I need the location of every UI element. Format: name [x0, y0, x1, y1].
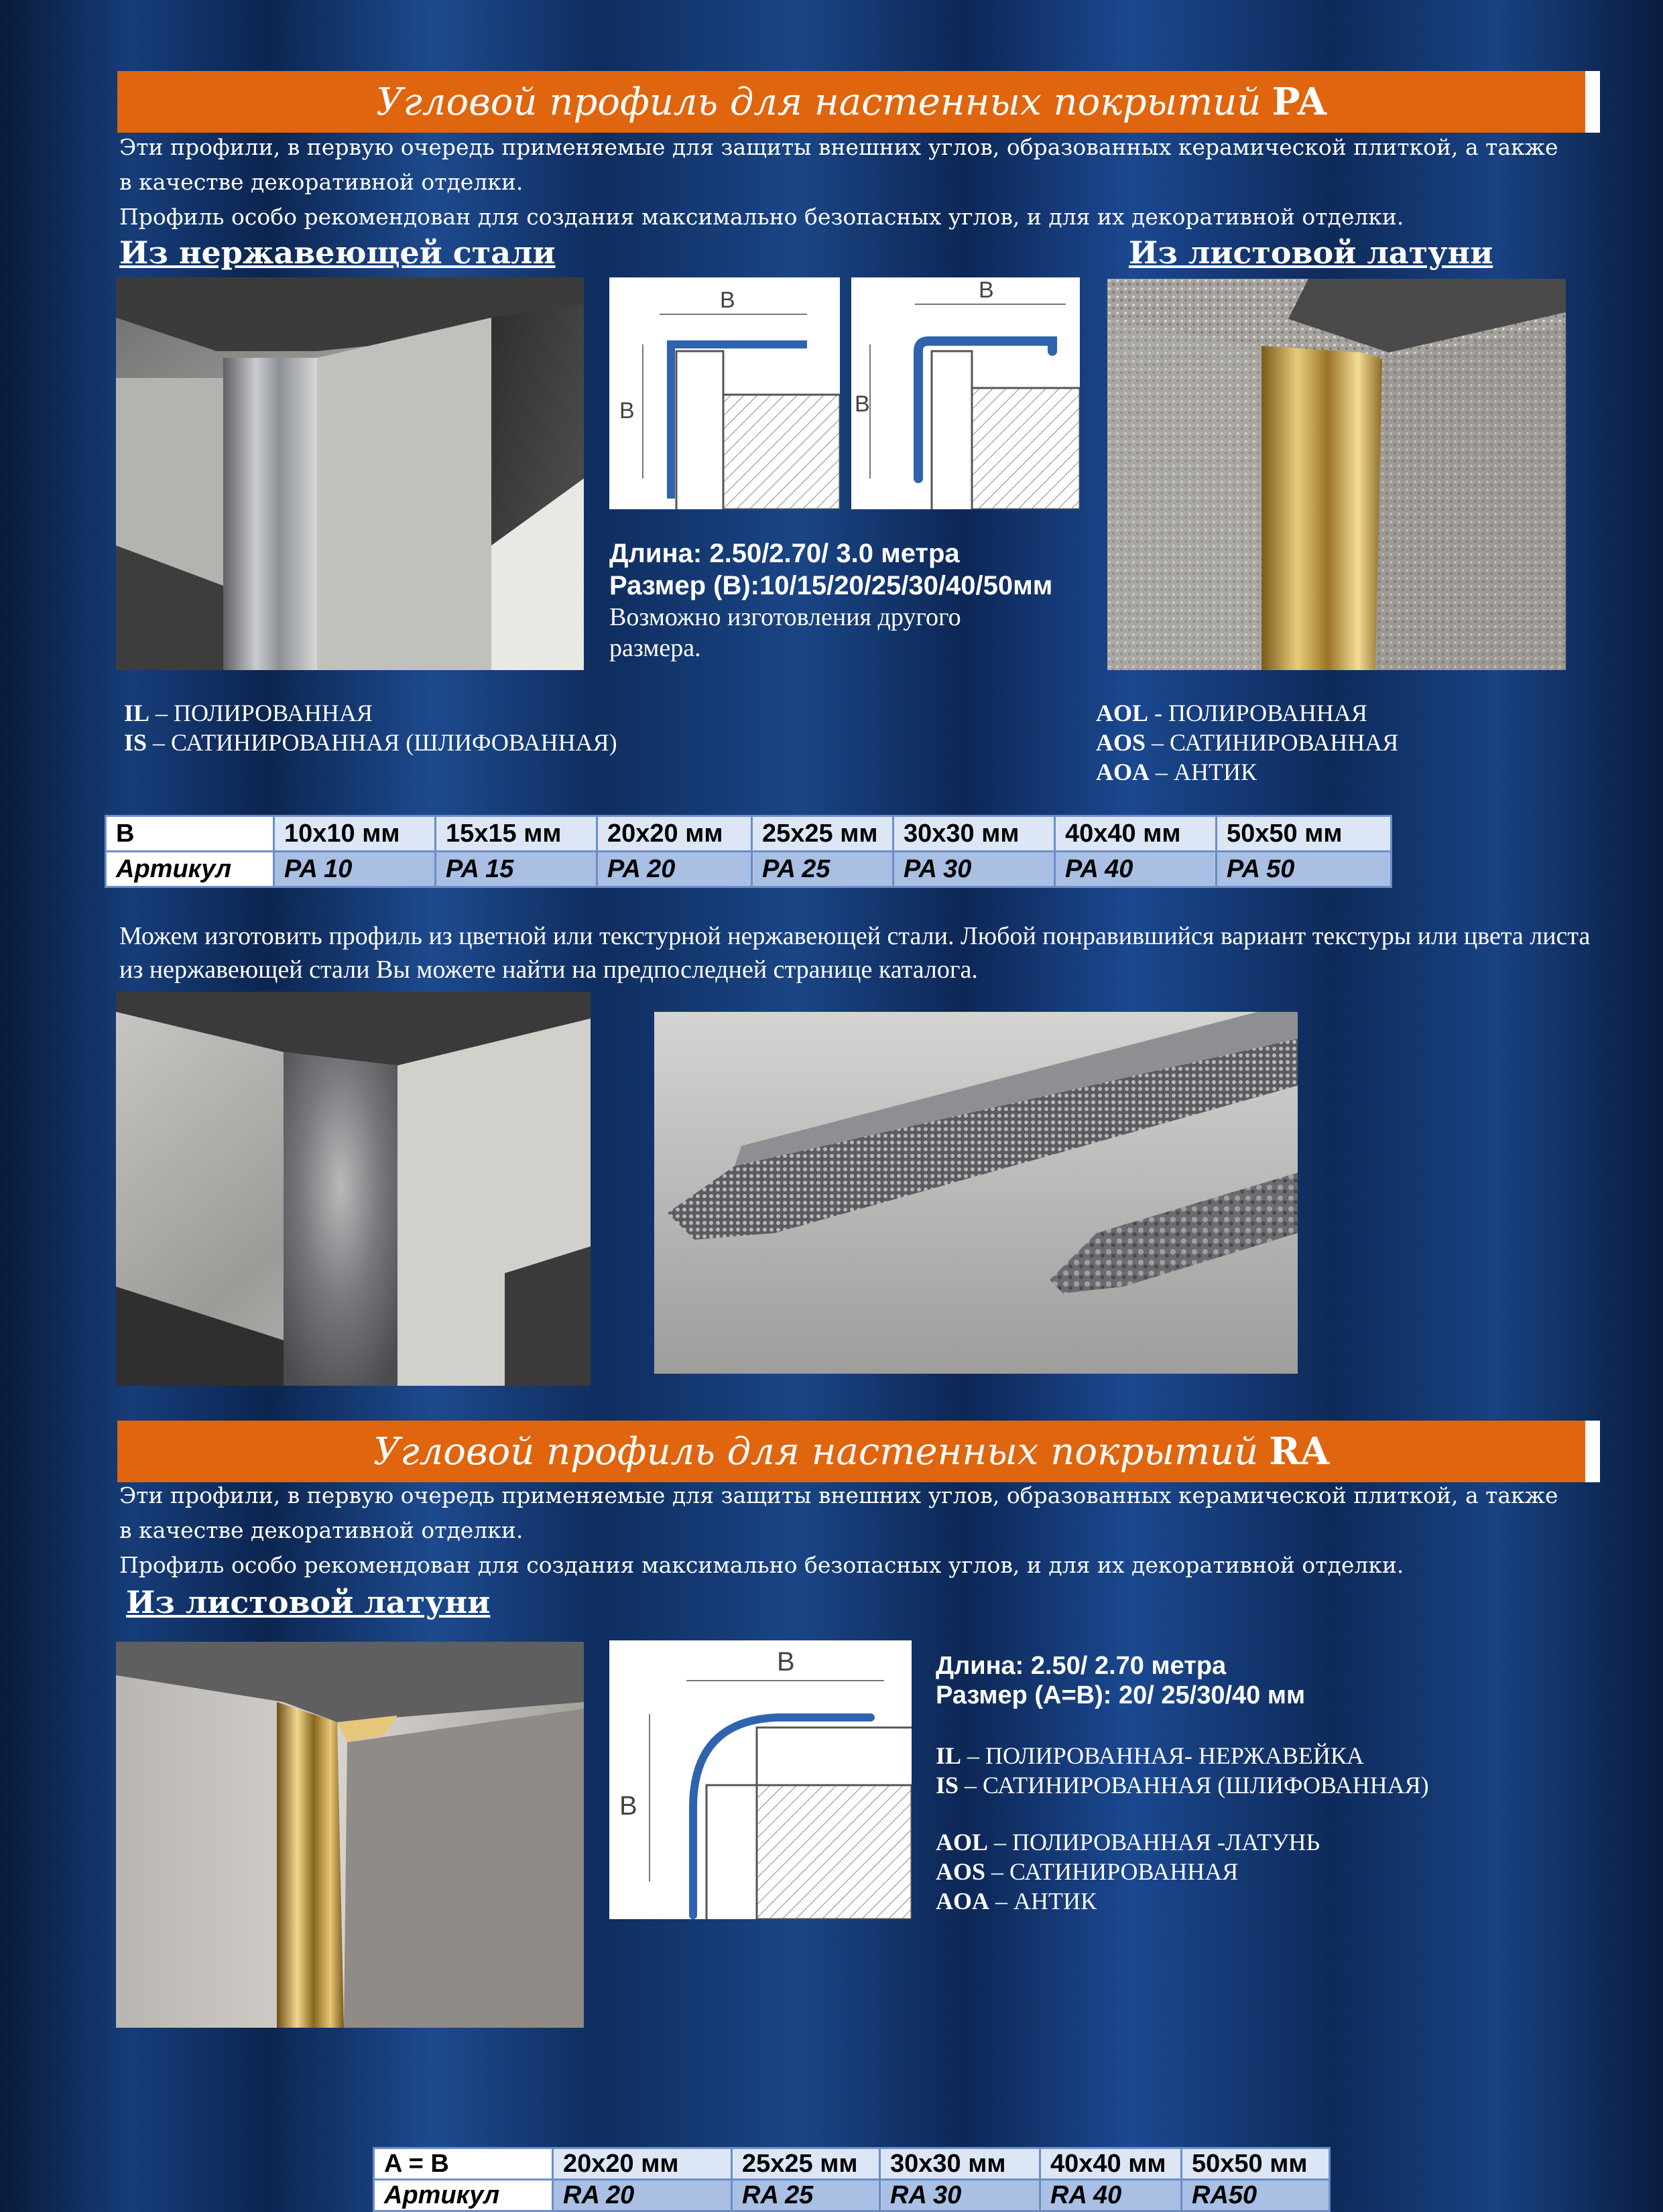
- pa-brass-finish-item: AOA – АНТИК: [1096, 759, 1257, 785]
- pa-diagram-2-label-side: B: [855, 391, 870, 417]
- pa-spec-length: Длина: 2.50/2.70/ 3.0 метра: [609, 539, 960, 568]
- ra-brass-corner-photo: [116, 1642, 584, 2028]
- pa-diagram-1-label-side: B: [619, 398, 635, 424]
- pa-table-size: 40x40 мм: [1055, 816, 1217, 852]
- textured-profiles-photo: [654, 1012, 1298, 1374]
- ra-brass-heading: Из листовой латуни: [126, 1584, 491, 1620]
- pa-table-article: PA 15: [436, 852, 597, 887]
- ra-profile-diagram: [609, 1640, 912, 1919]
- pa-specs: [609, 537, 1119, 663]
- ra-finish-item: AOA – АНТИК: [936, 1888, 1097, 1914]
- ra-table-article: RA 25: [732, 2180, 880, 2211]
- pa-texture-note: Можем изготовить профиль из цветной или текстурной нержавеющей стали. Любой понравившийся вариант текстуры или цвета листа из нержавеющей стали Вы можете найти на предпоследней странице каталога.: [119, 922, 1591, 984]
- ra-finish-item: AOL – ПОЛИРОВАННАЯ -ЛАТУНЬ: [936, 1829, 1320, 1856]
- pa-brass-finish-item: AOS – САТИНИРОВАННАЯ: [1096, 729, 1399, 756]
- ra-table-article: RA50: [1182, 2180, 1330, 2211]
- ra-table-size: 40x40 мм: [1040, 2148, 1182, 2180]
- pa-table-article: PA 30: [894, 852, 1055, 887]
- pa-table-size: 25x25 мм: [752, 816, 894, 852]
- ra-intro-line2: Профиль особо рекомендован для создания максимально безопасных углов, и для их декоративной отделки.: [119, 1552, 1404, 1578]
- ra-table-article: RA 40: [1040, 2180, 1182, 2211]
- pa-table-article: PA 50: [1217, 852, 1392, 887]
- ra-finish-item: IS – САТИНИРОВАННАЯ (ШЛИФОВАННАЯ): [936, 1772, 1429, 1799]
- ra-intro-line1: Эти профили, в первую очередь применяемые для защиты внешних углов, образованных керамической плиткой, а также в качестве декоративной отделки.: [119, 1482, 1558, 1543]
- ra-table-size: 20x20 мм: [553, 2148, 732, 2180]
- pa-title-banner: [117, 71, 1600, 133]
- ra-spec-length: Длина: 2.50/ 2.70 метра: [936, 1652, 1227, 1680]
- pa-spec-size: Размер (B):10/15/20/25/30/40/50мм: [609, 571, 1053, 600]
- ra-title-banner: [117, 1421, 1600, 1482]
- pa-diagram-2-label-top: B: [979, 277, 994, 303]
- pa-brass-finish-item: AOL - ПОЛИРОВАННАЯ: [1096, 700, 1367, 726]
- ra-title: Угловой профиль для настенных покрытий: [373, 1429, 1259, 1474]
- ra-finishes-steel: [936, 1741, 1429, 1800]
- pa-table-size: 50x50 мм: [1217, 816, 1392, 852]
- pa-intro-line1: Эти профили, в первую очередь применяемые для защиты внешних углов, образованных керамической плиткой, а также в качестве декоративной отделки.: [119, 134, 1558, 195]
- ra-intro: [119, 1478, 1574, 1583]
- pa-intro: [119, 130, 1574, 235]
- pa-code: PA: [1272, 80, 1327, 124]
- pa-diagram-1-label-top: B: [720, 287, 735, 313]
- pa-table-article: PA 20: [597, 852, 752, 887]
- ra-code: RA: [1269, 1429, 1330, 1474]
- pa-intro-line2: Профиль особо рекомендован для создания максимально безопасных углов, и для их декоративной отделки.: [119, 204, 1404, 230]
- pa-size-table: [105, 815, 1392, 888]
- ra-size-table: [373, 2147, 1331, 2212]
- ra-finishes-brass: [936, 1827, 1320, 1916]
- ra-table-size: 50x50 мм: [1182, 2148, 1330, 2180]
- steel-corner-photo: [116, 277, 584, 670]
- pa-table-size: 20x20 мм: [597, 816, 752, 852]
- ra-table-article: RA 30: [880, 2180, 1040, 2211]
- pa-spec-other: Возможно изготовления другого размера.: [609, 603, 961, 662]
- ra-table-article: RA 20: [553, 2180, 732, 2211]
- pa-steel-finishes: [124, 698, 617, 757]
- pa-table-size: 10x10 мм: [274, 816, 436, 852]
- ra-finish-item: IL – ПОЛИРОВАННАЯ- НЕРЖАВЕЙКА: [936, 1742, 1364, 1769]
- pa-table-article: PA 25: [752, 852, 894, 887]
- ra-specs: [936, 1651, 1593, 1710]
- ra-diagram-label-side: B: [619, 1791, 637, 1821]
- pa-table-size: 30x30 мм: [894, 816, 1055, 852]
- pa-brass-finishes: [1096, 698, 1398, 787]
- pa-steel-finish-item: IS – САТИНИРОВАННАЯ (ШЛИФОВАННАЯ): [124, 729, 617, 756]
- pa-table-header-article: Артикул: [106, 852, 274, 887]
- ra-finish-item: AOS – САТИНИРОВАННАЯ: [936, 1858, 1239, 1885]
- ra-table-header-article: Артикул: [374, 2180, 553, 2211]
- pa-table-article: PA 10: [274, 852, 436, 887]
- pa-table-size: 15x15 мм: [436, 816, 597, 852]
- textured-steel-corner-photo: [116, 992, 591, 1386]
- pa-steel-heading: Из нержавеющей стали: [119, 235, 556, 271]
- ra-table-header-ab: A = B: [374, 2148, 553, 2180]
- pa-table-header-b: B: [106, 816, 274, 852]
- pa-profile-diagram-2: [851, 277, 1080, 509]
- pa-profile-diagram-1: [609, 277, 840, 509]
- pa-steel-finish-item: IL – ПОЛИРОВАННАЯ: [124, 700, 373, 726]
- pa-brass-heading: Из листовой латуни: [1129, 235, 1493, 271]
- ra-spec-size: Размер (A=B): 20/ 25/30/40 мм: [936, 1681, 1306, 1709]
- brass-corner-photo: [1107, 279, 1566, 670]
- ra-diagram-label-top: B: [777, 1647, 795, 1677]
- ra-table-size: 30x30 мм: [880, 2148, 1040, 2180]
- pa-title: Угловой профиль для настенных покрытий: [376, 80, 1261, 124]
- pa-table-article: PA 40: [1055, 852, 1217, 887]
- ra-table-size: 25x25 мм: [732, 2148, 880, 2180]
